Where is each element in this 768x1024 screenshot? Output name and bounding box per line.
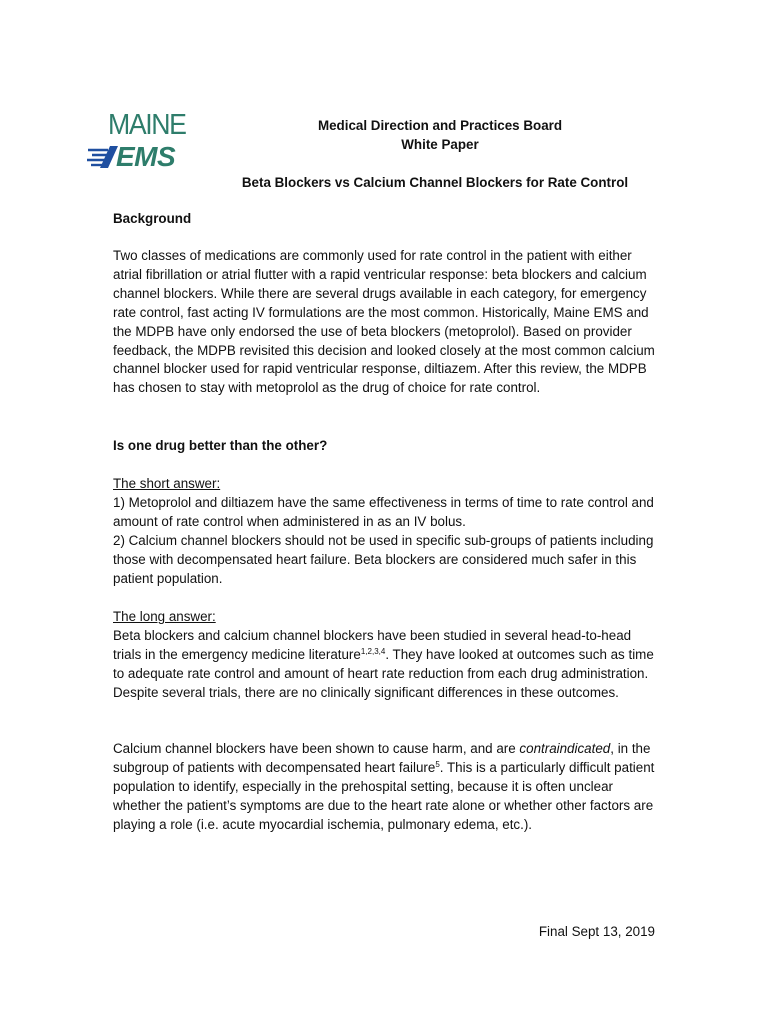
logo-maine-text: MAINE xyxy=(108,109,186,141)
logo-ems-text: EMS xyxy=(116,141,176,172)
maine-ems-logo xyxy=(86,110,196,172)
long-answer-section xyxy=(113,608,658,703)
long-answer-p1-text: Beta blockers and calcium channel blockers have been studied in several head-to-head trials in the emergency medicine literature xyxy=(113,627,632,662)
background-heading: Background xyxy=(113,211,192,226)
short-answer-point-1: 1) Metoprolol and diltiazem have the same effectiveness in terms of time to rate control and amount of rate control when administered in as an IV bolus. xyxy=(113,494,654,529)
board-name: Medical Direction and Practices Board xyxy=(317,118,563,133)
question-heading: Is one drug better than the other? xyxy=(113,438,328,453)
long-answer-paragraph-2 xyxy=(113,740,658,835)
citation-ref-5: 5 xyxy=(435,759,440,769)
long-answer-p2-text-cont: . This is a particularly difficult patient population to identify, especially in the prehospital setting, because it is often unclear whether the patient’s symptoms are due to the heart rate alone or whether other factors are playing a role (i.e. acute myocardial ischemia, pulmonary edema, etc.). xyxy=(113,759,655,832)
background-paragraph: Two classes of medications are commonly used for rate control in the patient with either atrial fibrillation or atrial flutter with a rapid ventricular response: beta blockers and calcium channel blockers. While there are several drugs available in each category, for emergency rate control, fast acting IV formulations are the most common. Historically, Maine EMS and the MDPB have only endorsed the use of beta blockers (metoprolol). Based on provider feedback, the MDPB revisited this decision and looked closely at the most common calcium channel blocker used for rapid ventricular response, diltiazem. After this review, the MDPB has chosen to stay with metoprolol as the drug of choice for rate control. xyxy=(113,248,655,396)
question-section xyxy=(113,437,658,456)
logo-swoosh-icon xyxy=(86,144,120,170)
short-answer-point-2: 2) Calcium channel blockers should not be used in specific sub-groups of patients including those with decompensated heart failure. Beta blockers are considered much safer in this patient population. xyxy=(113,532,654,586)
contraindicated-emphasis: contraindicated xyxy=(519,741,611,756)
final-date: Final Sept 13, 2019 xyxy=(538,924,655,939)
long-answer-p1-text-cont: . They have looked at outcomes such as time to adequate rate control and amount of heart rate reduction from each drug administration. Despite several trials, there are no clinically significant differences in these outcomes. xyxy=(113,646,654,700)
short-answer-heading: The short answer: xyxy=(113,476,221,491)
long-answer-paragraph-1 xyxy=(113,627,658,703)
citation-refs-1-4: 1,2,3,4 xyxy=(360,646,386,656)
document-title: Beta Blockers vs Calcium Channel Blockers for Rate Control xyxy=(241,175,629,190)
long-answer-p2-text-mid: , in the subgroup of patients with decompensated heart failure xyxy=(113,741,651,775)
long-answer-heading: The long answer: xyxy=(113,609,216,624)
document-type: White Paper xyxy=(401,137,479,152)
long-answer-p2-text: Calcium channel blockers have been shown to cause harm, and are xyxy=(113,741,520,756)
long-answer-paragraph-2-block xyxy=(113,740,658,835)
short-answer-section xyxy=(113,475,658,588)
background-section xyxy=(113,210,658,229)
background-paragraph-block xyxy=(113,247,658,398)
